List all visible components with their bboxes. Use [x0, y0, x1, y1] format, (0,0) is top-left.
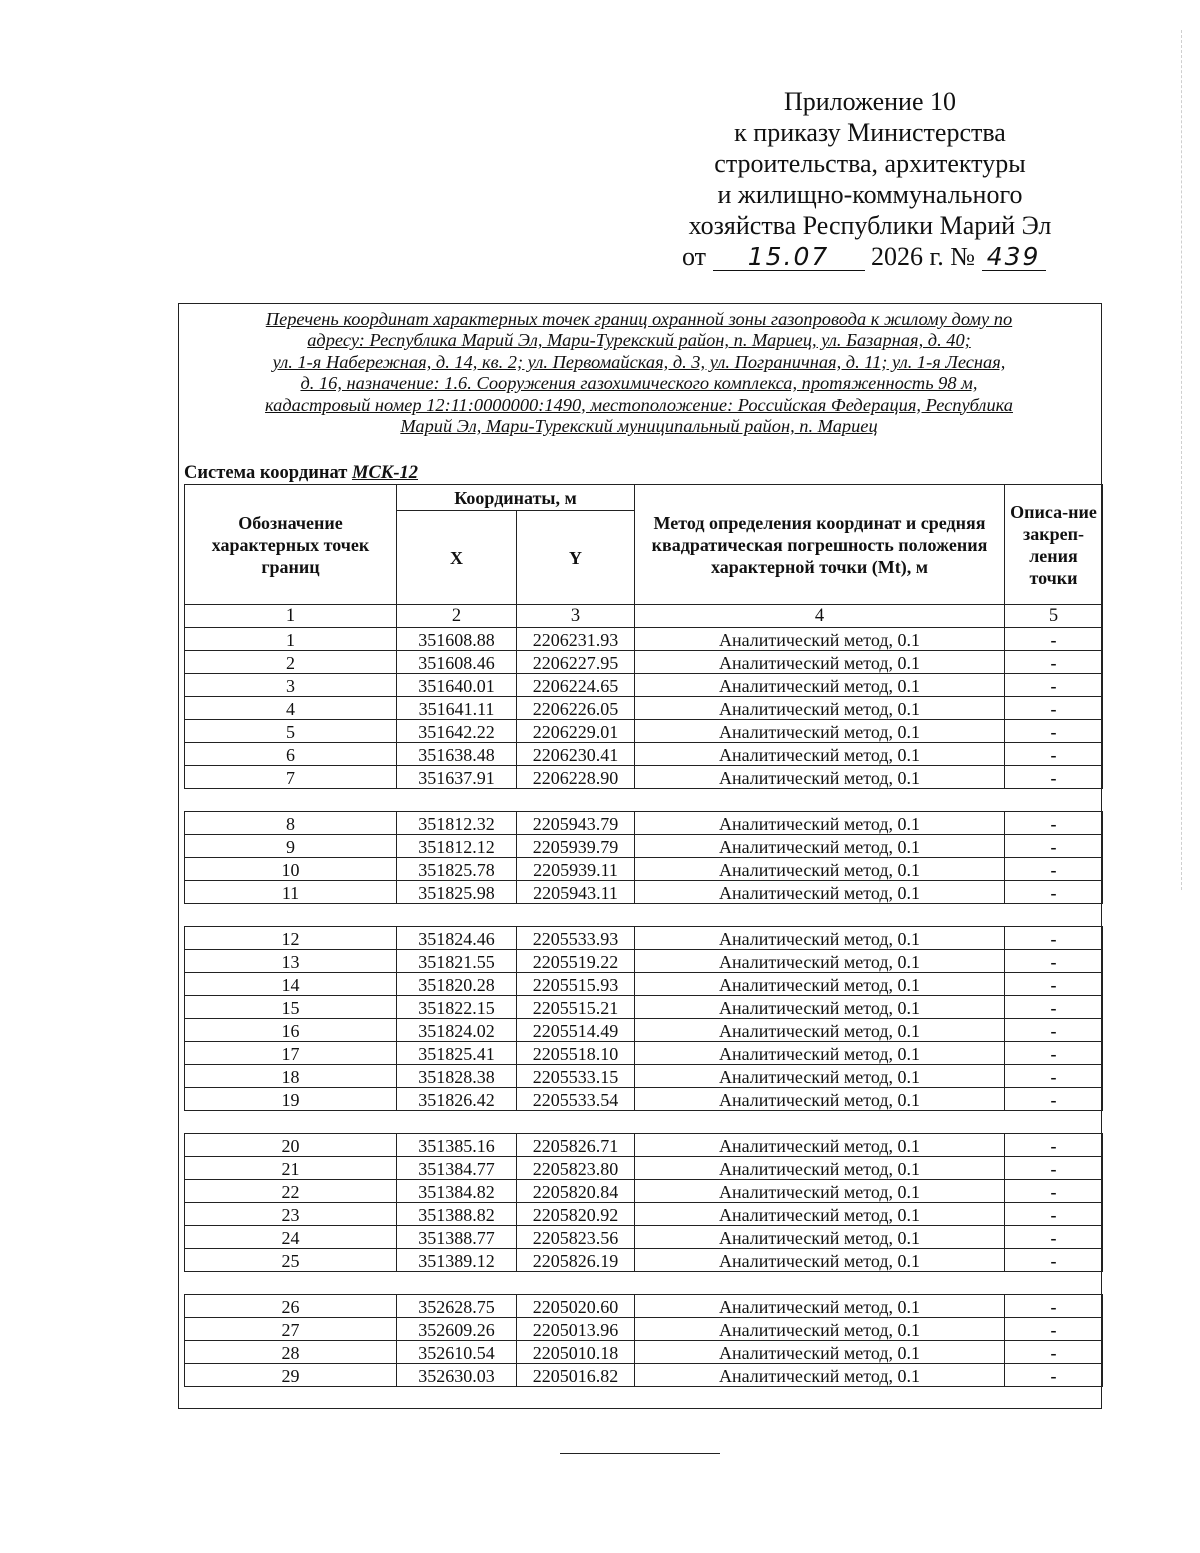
- point-id-cell: 24: [185, 1226, 397, 1249]
- method-cell: Аналитический метод, 0.1: [635, 1341, 1005, 1364]
- y-coordinate-cell: 2205820.92: [517, 1203, 635, 1226]
- description-cell: -: [1005, 1249, 1103, 1272]
- table-row: [185, 1065, 1103, 1088]
- table-row: [185, 950, 1103, 973]
- table-row: [185, 720, 1103, 743]
- description-cell: -: [1005, 651, 1103, 674]
- y-coordinate-cell: 2205010.18: [517, 1341, 635, 1364]
- description-cell: -: [1005, 697, 1103, 720]
- point-id-cell: 7: [185, 766, 397, 789]
- method-cell: Аналитический метод, 0.1: [635, 1249, 1005, 1272]
- y-coordinate-cell: 2206231.93: [517, 628, 635, 651]
- description-cell: -: [1005, 927, 1103, 950]
- coordinate-system-label: Система координат: [184, 463, 348, 483]
- coordinates-table: [184, 484, 1103, 1387]
- table-row: [185, 628, 1103, 651]
- y-coordinate-cell: 2205823.80: [517, 1157, 635, 1180]
- group-separator-row: [185, 1272, 1103, 1295]
- description-cell: -: [1005, 1295, 1103, 1318]
- point-id-cell: 12: [185, 927, 397, 950]
- table-row: [185, 835, 1103, 858]
- point-id-cell: 1: [185, 628, 397, 651]
- method-cell: Аналитический метод, 0.1: [635, 1203, 1005, 1226]
- point-id-cell: 18: [185, 1065, 397, 1088]
- y-coordinate-cell: 2206229.01: [517, 720, 635, 743]
- x-coordinate-cell: 351637.91: [397, 766, 517, 789]
- column-number: 4: [635, 605, 1005, 628]
- x-coordinate-cell: 351640.01: [397, 674, 517, 697]
- title-line: д. 16, назначение: 1.6. Сооружения газохимического комплекса, протяженность 98 м,: [300, 373, 978, 394]
- description-cell: -: [1005, 950, 1103, 973]
- y-coordinate-cell: 2205533.93: [517, 927, 635, 950]
- description-cell: -: [1005, 812, 1103, 835]
- table-row: [185, 1203, 1103, 1226]
- handwritten-date: 15.07: [713, 244, 865, 271]
- x-coordinate-cell: 351828.38: [397, 1065, 517, 1088]
- header-point: Обозначение характерных точек границ: [185, 485, 397, 605]
- description-cell: -: [1005, 1364, 1103, 1387]
- method-cell: Аналитический метод, 0.1: [635, 766, 1005, 789]
- header-x: X: [397, 511, 517, 605]
- method-cell: Аналитический метод, 0.1: [635, 697, 1005, 720]
- table-row: [185, 766, 1103, 789]
- x-coordinate-cell: 351389.12: [397, 1249, 517, 1272]
- y-coordinate-cell: 2205533.54: [517, 1088, 635, 1111]
- x-coordinate-cell: 351825.98: [397, 881, 517, 904]
- point-id-cell: 5: [185, 720, 397, 743]
- table-row: [185, 812, 1103, 835]
- y-coordinate-cell: 2205515.21: [517, 996, 635, 1019]
- point-id-cell: 23: [185, 1203, 397, 1226]
- group-separator-cell: [185, 904, 1103, 927]
- x-coordinate-cell: 351608.46: [397, 651, 517, 674]
- point-id-cell: 6: [185, 743, 397, 766]
- table-row: [185, 1042, 1103, 1065]
- description-cell: -: [1005, 996, 1103, 1019]
- x-coordinate-cell: 351388.77: [397, 1226, 517, 1249]
- group-separator-cell: [185, 1111, 1103, 1134]
- point-id-cell: 10: [185, 858, 397, 881]
- method-cell: Аналитический метод, 0.1: [635, 881, 1005, 904]
- table-row: [185, 1157, 1103, 1180]
- method-cell: Аналитический метод, 0.1: [635, 973, 1005, 996]
- header-description: Описа-ние закреп-ления точки: [1005, 485, 1103, 605]
- table-row: [185, 1226, 1103, 1249]
- y-coordinate-cell: 2206227.95: [517, 651, 635, 674]
- point-id-cell: 20: [185, 1134, 397, 1157]
- method-cell: Аналитический метод, 0.1: [635, 1226, 1005, 1249]
- point-id-cell: 11: [185, 881, 397, 904]
- x-coordinate-cell: 351642.22: [397, 720, 517, 743]
- description-cell: -: [1005, 1065, 1103, 1088]
- point-id-cell: 3: [185, 674, 397, 697]
- y-coordinate-cell: 2205939.11: [517, 858, 635, 881]
- order-date-number-line: [660, 241, 1080, 272]
- point-id-cell: 17: [185, 1042, 397, 1065]
- y-coordinate-cell: 2205826.71: [517, 1134, 635, 1157]
- point-id-cell: 28: [185, 1341, 397, 1364]
- point-id-cell: 2: [185, 651, 397, 674]
- y-coordinate-cell: 2205020.60: [517, 1295, 635, 1318]
- table-row: [185, 996, 1103, 1019]
- title-line: ул. 1-я Набережная, д. 14, кв. 2; ул. Первомайская, д. 3, ул. Пограничная, д. 11; ул. 1-я Лесная,: [272, 351, 1006, 372]
- table-row: [185, 1088, 1103, 1111]
- header-y: Y: [517, 511, 635, 605]
- method-cell: Аналитический метод, 0.1: [635, 950, 1005, 973]
- method-cell: Аналитический метод, 0.1: [635, 1364, 1005, 1387]
- table-row: [185, 973, 1103, 996]
- group-separator-cell: [185, 1272, 1103, 1295]
- header-method: Метод определения координат и средняя квадратическая погрешность положения характерной точки (Mt), м: [635, 485, 1005, 605]
- column-number: 2: [397, 605, 517, 628]
- y-coordinate-cell: 2205515.93: [517, 973, 635, 996]
- point-id-cell: 21: [185, 1157, 397, 1180]
- method-cell: Аналитический метод, 0.1: [635, 996, 1005, 1019]
- y-coordinate-cell: 2205943.11: [517, 881, 635, 904]
- point-id-cell: 15: [185, 996, 397, 1019]
- y-coordinate-cell: 2205820.84: [517, 1180, 635, 1203]
- description-cell: -: [1005, 674, 1103, 697]
- y-coordinate-cell: 2205519.22: [517, 950, 635, 973]
- method-cell: Аналитический метод, 0.1: [635, 1042, 1005, 1065]
- point-id-cell: 22: [185, 1180, 397, 1203]
- from-label: от: [682, 242, 707, 271]
- table-row: [185, 1341, 1103, 1364]
- table-row: [185, 927, 1103, 950]
- x-coordinate-cell: 351384.82: [397, 1180, 517, 1203]
- method-cell: Аналитический метод, 0.1: [635, 674, 1005, 697]
- x-coordinate-cell: 351825.78: [397, 858, 517, 881]
- x-coordinate-cell: 351641.11: [397, 697, 517, 720]
- description-cell: -: [1005, 1157, 1103, 1180]
- appendix-header: [660, 86, 1080, 272]
- x-coordinate-cell: 352610.54: [397, 1341, 517, 1364]
- table-row: [185, 674, 1103, 697]
- method-cell: Аналитический метод, 0.1: [635, 1019, 1005, 1042]
- header-line-4: и жилищно-коммунального: [717, 180, 1023, 209]
- x-coordinate-cell: 351822.15: [397, 996, 517, 1019]
- x-coordinate-cell: 351638.48: [397, 743, 517, 766]
- group-separator-row: [185, 1111, 1103, 1134]
- document-title: [186, 309, 1092, 437]
- method-cell: Аналитический метод, 0.1: [635, 628, 1005, 651]
- x-coordinate-cell: 351820.28: [397, 973, 517, 996]
- method-cell: Аналитический метод, 0.1: [635, 1180, 1005, 1203]
- table-row: [185, 1019, 1103, 1042]
- description-cell: -: [1005, 1042, 1103, 1065]
- x-coordinate-cell: 351608.88: [397, 628, 517, 651]
- point-id-cell: 19: [185, 1088, 397, 1111]
- table-row: [185, 1134, 1103, 1157]
- method-cell: Аналитический метод, 0.1: [635, 927, 1005, 950]
- handwritten-order-number: 439: [982, 244, 1046, 271]
- header-line-3: строительства, архитектуры: [714, 149, 1026, 178]
- method-cell: Аналитический метод, 0.1: [635, 835, 1005, 858]
- column-number: 5: [1005, 605, 1103, 628]
- method-cell: Аналитический метод, 0.1: [635, 720, 1005, 743]
- table-row: [185, 1295, 1103, 1318]
- description-cell: -: [1005, 720, 1103, 743]
- table-header: [185, 485, 1103, 605]
- method-cell: Аналитический метод, 0.1: [635, 1065, 1005, 1088]
- header-coordinates: Координаты, м: [397, 485, 635, 511]
- method-cell: Аналитический метод, 0.1: [635, 858, 1005, 881]
- description-cell: -: [1005, 1019, 1103, 1042]
- method-cell: Аналитический метод, 0.1: [635, 1157, 1005, 1180]
- y-coordinate-cell: 2206228.90: [517, 766, 635, 789]
- coordinate-system-value: МСК-12: [352, 463, 418, 483]
- y-coordinate-cell: 2205939.79: [517, 835, 635, 858]
- x-coordinate-cell: 351821.55: [397, 950, 517, 973]
- y-coordinate-cell: 2205016.82: [517, 1364, 635, 1387]
- method-cell: Аналитический метод, 0.1: [635, 812, 1005, 835]
- table-row: [185, 858, 1103, 881]
- description-cell: -: [1005, 766, 1103, 789]
- header-line-2: к приказу Министерства: [734, 118, 1006, 147]
- table-row: [185, 1180, 1103, 1203]
- description-cell: -: [1005, 973, 1103, 996]
- description-cell: -: [1005, 1226, 1103, 1249]
- point-id-cell: 9: [185, 835, 397, 858]
- point-id-cell: 16: [185, 1019, 397, 1042]
- point-id-cell: 13: [185, 950, 397, 973]
- x-coordinate-cell: 351812.32: [397, 812, 517, 835]
- title-line: Марий Эл, Мари-Турекский муниципальный район, п. Мариец: [400, 416, 878, 437]
- x-coordinate-cell: 351812.12: [397, 835, 517, 858]
- header-line-5: хозяйства Республики Марий Эл: [688, 211, 1052, 240]
- table-row: [185, 881, 1103, 904]
- x-coordinate-cell: 351385.16: [397, 1134, 517, 1157]
- y-coordinate-cell: 2205013.96: [517, 1318, 635, 1341]
- method-cell: Аналитический метод, 0.1: [635, 743, 1005, 766]
- x-coordinate-cell: 352630.03: [397, 1364, 517, 1387]
- description-cell: -: [1005, 1318, 1103, 1341]
- year-number-label: 2026 г. №: [871, 242, 976, 271]
- coordinate-system: [184, 463, 418, 484]
- header-line-1: Приложение 10: [783, 87, 957, 116]
- y-coordinate-cell: 2205518.10: [517, 1042, 635, 1065]
- x-coordinate-cell: 351388.82: [397, 1203, 517, 1226]
- group-separator-cell: [185, 789, 1103, 812]
- y-coordinate-cell: 2205826.19: [517, 1249, 635, 1272]
- table-body: [185, 605, 1103, 1387]
- point-id-cell: 4: [185, 697, 397, 720]
- y-coordinate-cell: 2205533.15: [517, 1065, 635, 1088]
- description-cell: -: [1005, 628, 1103, 651]
- y-coordinate-cell: 2205943.79: [517, 812, 635, 835]
- description-cell: -: [1005, 1180, 1103, 1203]
- method-cell: Аналитический метод, 0.1: [635, 1134, 1005, 1157]
- x-coordinate-cell: 351384.77: [397, 1157, 517, 1180]
- x-coordinate-cell: 352628.75: [397, 1295, 517, 1318]
- description-cell: -: [1005, 1088, 1103, 1111]
- x-coordinate-cell: 351826.42: [397, 1088, 517, 1111]
- point-id-cell: 27: [185, 1318, 397, 1341]
- x-coordinate-cell: 351825.41: [397, 1042, 517, 1065]
- table-row: [185, 651, 1103, 674]
- column-number: 1: [185, 605, 397, 628]
- y-coordinate-cell: 2206226.05: [517, 697, 635, 720]
- description-cell: -: [1005, 858, 1103, 881]
- y-coordinate-cell: 2206224.65: [517, 674, 635, 697]
- description-cell: -: [1005, 835, 1103, 858]
- group-separator-row: [185, 789, 1103, 812]
- end-separator-line: [560, 1453, 720, 1454]
- point-id-cell: 25: [185, 1249, 397, 1272]
- method-cell: Аналитический метод, 0.1: [635, 1295, 1005, 1318]
- table-row: [185, 1318, 1103, 1341]
- table-row: [185, 743, 1103, 766]
- x-coordinate-cell: 352609.26: [397, 1318, 517, 1341]
- title-line: адресу: Республика Марий Эл, Мари-Турекский район, п. Мариец, ул. Базарная, д. 40;: [307, 330, 971, 351]
- method-cell: Аналитический метод, 0.1: [635, 1088, 1005, 1111]
- scan-edge-artifact: [1181, 30, 1192, 890]
- title-line: кадастровый номер 12:11:0000000:1490, местоположение: Российская Федерация, Республика: [265, 394, 1013, 415]
- x-coordinate-cell: 351824.02: [397, 1019, 517, 1042]
- method-cell: Аналитический метод, 0.1: [635, 651, 1005, 674]
- column-number: 3: [517, 605, 635, 628]
- description-cell: -: [1005, 1203, 1103, 1226]
- group-separator-row: [185, 904, 1103, 927]
- y-coordinate-cell: 2206230.41: [517, 743, 635, 766]
- title-line: Перечень координат характерных точек границ охранной зоны газопровода к жилому дому по: [265, 309, 1013, 329]
- x-coordinate-cell: 351824.46: [397, 927, 517, 950]
- table-row: [185, 1249, 1103, 1272]
- description-cell: -: [1005, 1134, 1103, 1157]
- point-id-cell: 29: [185, 1364, 397, 1387]
- table-row: [185, 697, 1103, 720]
- point-id-cell: 8: [185, 812, 397, 835]
- description-cell: -: [1005, 881, 1103, 904]
- column-number-row: [185, 605, 1103, 628]
- point-id-cell: 26: [185, 1295, 397, 1318]
- y-coordinate-cell: 2205514.49: [517, 1019, 635, 1042]
- method-cell: Аналитический метод, 0.1: [635, 1318, 1005, 1341]
- description-cell: -: [1005, 743, 1103, 766]
- table-row: [185, 1364, 1103, 1387]
- description-cell: -: [1005, 1341, 1103, 1364]
- point-id-cell: 14: [185, 973, 397, 996]
- y-coordinate-cell: 2205823.56: [517, 1226, 635, 1249]
